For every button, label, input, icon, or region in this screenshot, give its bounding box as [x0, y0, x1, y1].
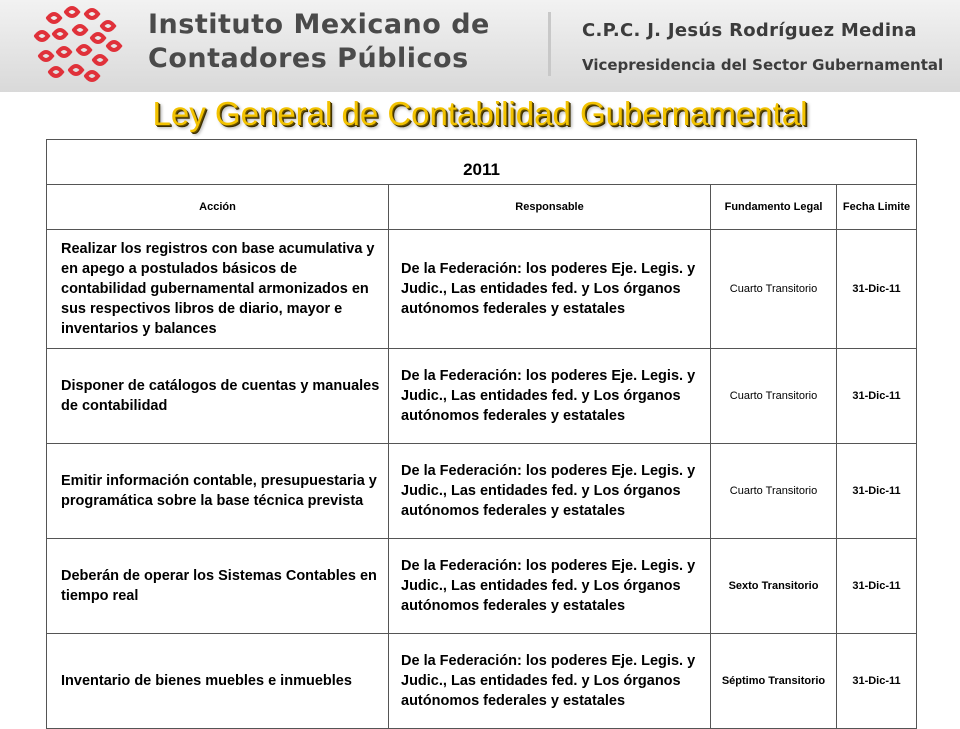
table-row [47, 349, 917, 444]
column-header-accion: Acción [47, 185, 389, 230]
cell-fundamento: Cuarto Transitorio [711, 349, 837, 444]
cell-accion: Deberán de operar los Sistemas Contables en tiempo real [47, 539, 389, 634]
table-row [47, 539, 917, 634]
column-header-responsable: Responsable [389, 185, 711, 230]
column-header-fecha: Fecha Limite [837, 185, 917, 230]
cell-fecha: 31-Dic-11 [837, 230, 917, 349]
cell-responsable: De la Federación: los poderes Eje. Legis. y Judic., Las entidades fed. y Los órganos autónomos federales y estatales [389, 349, 711, 444]
table-column-headers [47, 185, 917, 230]
presenter-role: Vicepresidencia del Sector Gubernamental [582, 56, 944, 74]
presenter-name: C.P.C. J. Jesús Rodríguez Medina [582, 20, 917, 41]
cell-fundamento: Cuarto Transitorio [711, 444, 837, 539]
cell-responsable: De la Federación: los poderes Eje. Legis. y Judic., Las entidades fed. y Los órganos autónomos federales y estatales [389, 539, 711, 634]
cell-accion: Realizar los registros con base acumulativa y en apego a postulados básicos de contabilidad gubernamental armonizados en sus respectivos libros de diario, mayor e inventarios y balances [47, 230, 389, 349]
imcp-logo-icon [28, 4, 128, 88]
table-row [47, 230, 917, 349]
presenter-info [582, 18, 952, 78]
table-year-header: 2011 [47, 140, 917, 185]
column-header-fundamento: Fundamento Legal [711, 185, 837, 230]
cell-fecha: 31-Dic-11 [837, 539, 917, 634]
cell-responsable: De la Federación: los poderes Eje. Legis. y Judic., Las entidades fed. y Los órganos autónomos federales y estatales [389, 444, 711, 539]
table-row [47, 444, 917, 539]
cell-fundamento: Séptimo Transitorio [711, 634, 837, 729]
cell-fecha: 31-Dic-11 [837, 444, 917, 539]
cell-fecha: 31-Dic-11 [837, 634, 917, 729]
org-name-line-2: Contadores Públicos [148, 43, 469, 74]
cell-accion: Inventario de bienes muebles e inmuebles [47, 634, 389, 729]
cell-responsable: De la Federación: los poderes Eje. Legis. y Judic., Las entidades fed. y Los órganos autónomos federales y estatales [389, 634, 711, 729]
table-row [47, 634, 917, 729]
cell-accion: Disponer de catálogos de cuentas y manuales de contabilidad [47, 349, 389, 444]
cell-responsable: De la Federación: los poderes Eje. Legis. y Judic., Las entidades fed. y Los órganos autónomos federales y estatales [389, 230, 711, 349]
header-banner [0, 0, 960, 92]
cell-fundamento: Sexto Transitorio [711, 539, 837, 634]
slide-title: Ley General de Contabilidad Gubernamental [152, 95, 808, 132]
obligations-table [46, 139, 917, 729]
cell-fundamento: Cuarto Transitorio [711, 230, 837, 349]
cell-accion: Emitir información contable, presupuestaria y programática sobre la base técnica prevista [47, 444, 389, 539]
cell-fecha: 31-Dic-11 [837, 349, 917, 444]
org-name [148, 8, 548, 76]
header-divider [548, 12, 551, 76]
org-name-line-1: Instituto Mexicano de [148, 9, 490, 40]
